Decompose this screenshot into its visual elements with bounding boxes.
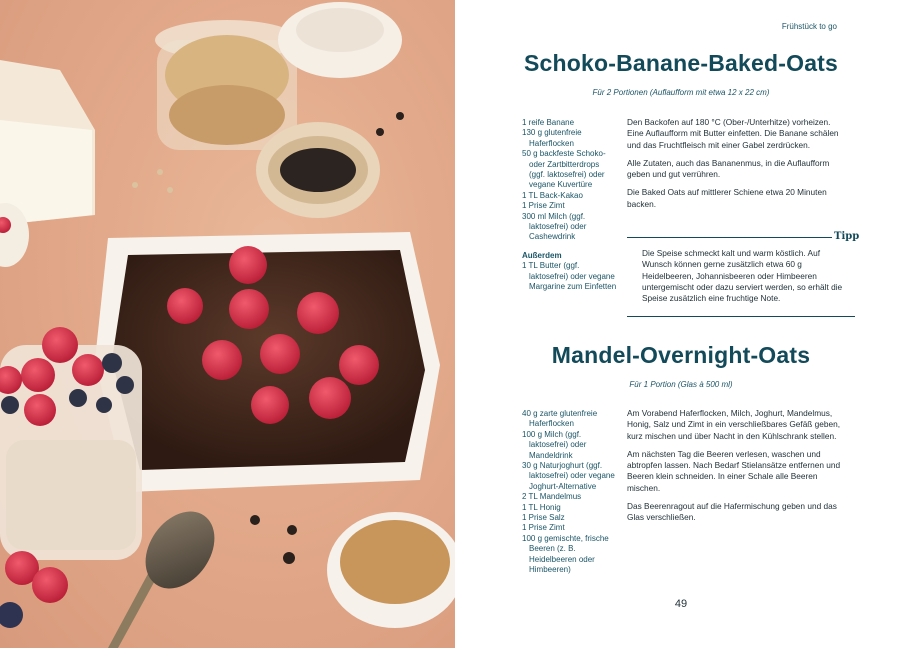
ingredient: 1 Prise Zimt — [522, 201, 565, 211]
ingredient: 130 g glutenfreie Haferflocken — [522, 128, 582, 148]
recipe1-portion: Für 2 Portionen (Auflaufform mit etwa 12 x 22 cm) — [592, 88, 770, 97]
ingredient: 1 TL Back-Kakao — [522, 190, 583, 200]
method-step: Am nächsten Tag die Beeren verlesen, waschen und abtropfen lassen. Nach Bedarf Stielansätze entfernen und Beeren klein schneiden. In einer Schale alle Beeren mischen. — [627, 448, 841, 493]
extra-heading: Außerdem — [522, 250, 562, 260]
ingredient: 100 g Milch (ggf. laktosefrei) oder Mandeldrink — [522, 429, 587, 460]
ingredient: 50 g backfeste Schoko- oder Zartbitterdrops (ggf. laktosefrei) oder vegane Kuvertüre — [522, 149, 606, 190]
recipe1-ingredients — [522, 118, 617, 293]
ingredient: 100 g gemischte, frische Beeren (z. B. Heidelbeeren oder Himbeeren) — [522, 533, 609, 575]
page-number: 49 — [674, 598, 688, 610]
ingredient: 300 ml Milch (ggf. laktosefrei) oder Cashewdrink — [522, 211, 587, 242]
recipe2-method — [627, 408, 843, 531]
ingredient: 40 g zarte glutenfreie Haferflocken — [522, 409, 598, 429]
method-step: Das Beerenragout auf die Hafermischung geben und das Glas verschließen. — [627, 501, 837, 523]
method-step: Den Backofen auf 180 °C (Ober-/Unterhitze) vorheizen. Eine Auflaufform mit Butter einfetten. Die Banane schälen und das Fruchtfleisch mit einer Gabel zerdrücken. — [627, 117, 839, 150]
tip-rule-bottom — [627, 316, 855, 317]
tip-rule-top — [627, 237, 832, 238]
ingredient: 30 g Naturjoghurt (ggf. laktosefrei) oder vegane Joghurt-Alternative — [522, 461, 615, 491]
ingredient: 1 TL Honig — [522, 502, 561, 512]
running-head: Frühstück to go — [781, 22, 837, 31]
recipe2-portion: Für 1 Portion (Glas à 500 ml) — [629, 380, 733, 389]
recipe1-method — [627, 117, 843, 217]
ingredient: 2 TL Mandelmus — [522, 492, 582, 502]
ingredient: 1 TL Butter (ggf. laktosefrei) oder vegane Margarine zum Einfetten — [522, 261, 617, 292]
tip-label: Tipp — [834, 231, 860, 242]
recipe2-ingredients — [522, 409, 617, 576]
ingredient: 1 reife Banane — [522, 118, 575, 127]
method-step: Am Vorabend Haferflocken, Milch, Joghurt, Mandelmus, Honig, Salz und Zimt in ein verschließbares Gefäß geben, kurz mischen und über Nacht in den Kühlschrank stellen. — [627, 408, 841, 441]
method-step: Alle Zutaten, auch das Bananenmus, in die Auflaufform geben und gut verrühren. — [627, 157, 830, 180]
ingredient: 1 Prise Salz — [522, 513, 565, 523]
recipe2-title: Mandel-Overnight-Oats — [551, 342, 811, 368]
recipe-page — [455, 0, 907, 648]
method-step: Die Baked Oats auf mittlerer Schiene etwa 20 Minuten backen. — [627, 187, 827, 209]
recipe1-title: Schoko-Banane-Baked-Oats — [523, 50, 839, 76]
ingredient: 1 Prise Zimt — [522, 523, 565, 533]
tip-text: Die Speise schmeckt kalt und warm köstlich. Auf Wunsch können gerne zusätzlich etwa 60 g Heidelbeeren, Johannisbeeren oder Himbeeren untergemischt oder dazu serviert werden, so erhält die Speise zusätzlich eine fruchtige Note. — [642, 248, 843, 304]
